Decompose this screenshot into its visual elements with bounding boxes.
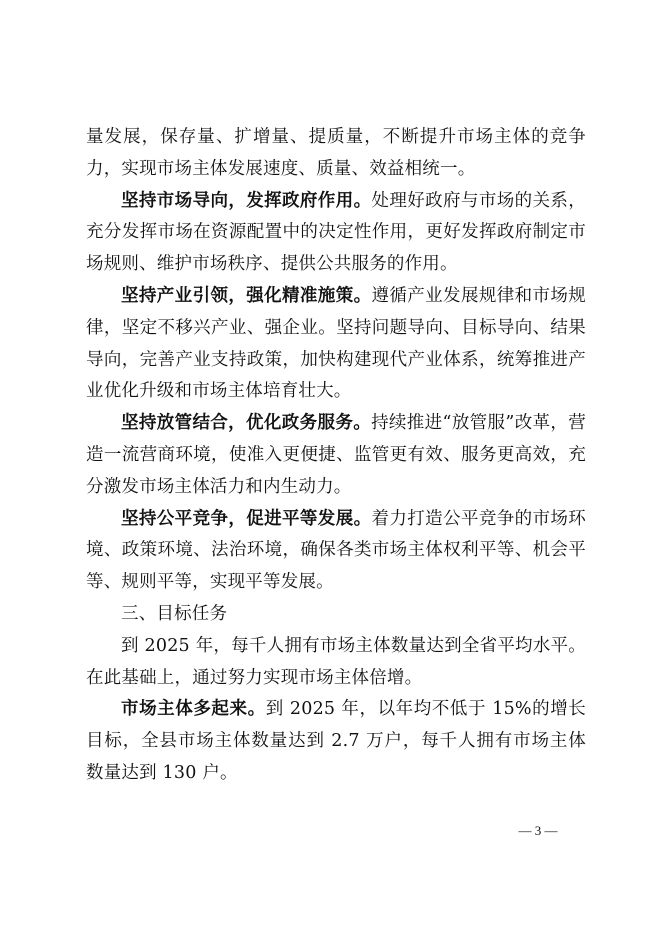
paragraph-text: 持续推进“放管服”改革，营造一流营商环境，使准入更便捷、监管更有效、服务更高效，充分激发市场主体活力和内生动力。 xyxy=(86,413,586,497)
paragraph-lead: 坚持产业引领，强化精准施策。 xyxy=(121,285,372,306)
paragraph-regulation-service xyxy=(86,408,586,503)
page-number: — 3 — xyxy=(518,823,558,838)
paragraph-text: 处理好政府与市场的关系，充分发挥市场在资源配置中的决定性作用，更好发挥政府制定市场规则、维护市场秩序、提供公共服务的作用。 xyxy=(86,190,586,275)
paragraph-goal-summary xyxy=(86,631,586,695)
paragraph-text: 量发展，保存量、扩增量、提质量，不断提升市场主体的竞争力，实现市场主体发展速度、质量、效益相统一。 xyxy=(86,127,586,179)
paragraph-industry-guidance xyxy=(86,281,586,408)
paragraph-market-orientation xyxy=(86,186,586,281)
paragraph-lead: 坚持公平竞争，促进平等发展。 xyxy=(121,508,372,529)
paragraph-text: 到 2025 年，每千人拥有市场主体数量达到全省平均水平。在此基础上，通过努力实现市场主体倍增。 xyxy=(86,635,586,688)
paragraph-text: 遵循产业发展规律和市场规律，坚定不移兴产业、强企业。坚持问题导向、目标导向、结果导向，完善产业支持政策，加快构建现代产业体系，统筹推进产业优化升级和市场主体培育壮大。 xyxy=(86,285,586,402)
paragraph-lead: 坚持放管结合，优化政务服务。 xyxy=(121,413,372,434)
paragraph-text: 着力打造公平竞争的市场环境、政策环境、法治环境，确保各类市场主体权利平等、机会平等、规则平等，实现平等发展。 xyxy=(86,508,586,593)
paragraph-text: 到 2025 年，以年均不低于 15%的增长目标，全县市场主体数量达到 2.7 万户，每千人拥有市场主体数量达到 130 户。 xyxy=(86,699,586,783)
paragraph-lead: 坚持市场导向，发挥政府作用。 xyxy=(121,190,372,211)
section-heading: 三、目标任务 xyxy=(121,603,228,624)
paragraph-lead: 市场主体多起来。 xyxy=(121,699,266,720)
document-body xyxy=(86,122,586,790)
paragraph-continuation xyxy=(86,122,586,186)
paragraph-fair-competition xyxy=(86,504,586,599)
paragraph-market-entities-target xyxy=(86,694,586,789)
